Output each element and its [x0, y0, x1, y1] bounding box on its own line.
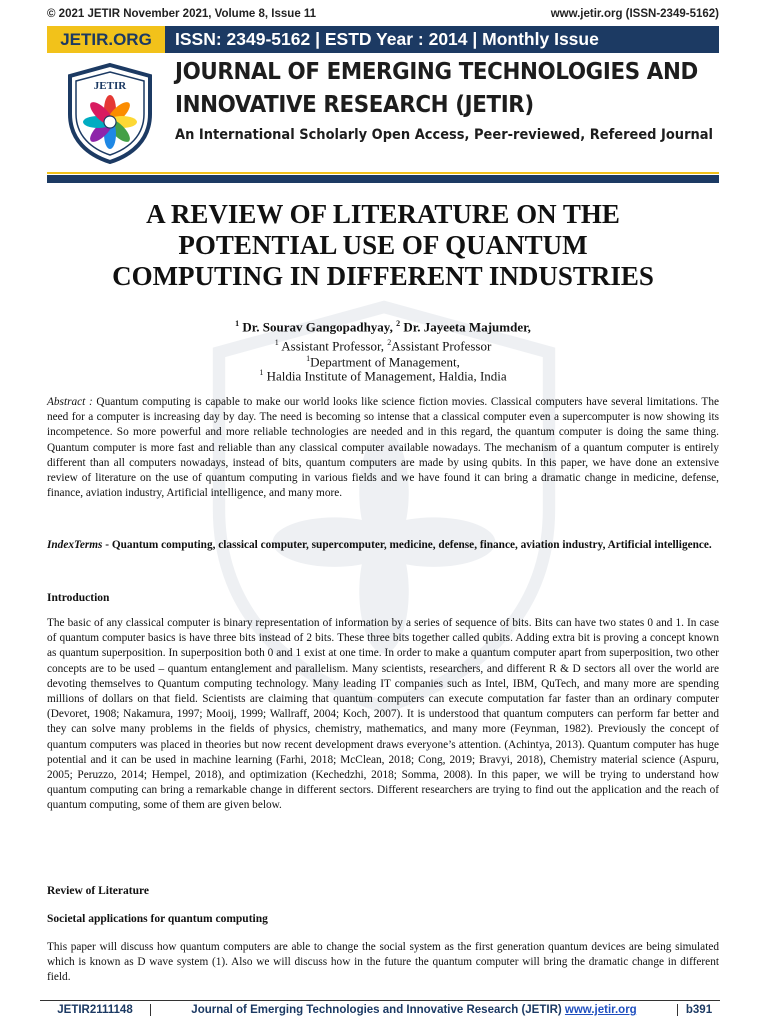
banner-issn-info: ISSN: 2349-5162 | ESTD Year : 2014 | Monthly Issue [175, 29, 599, 49]
journal-name [175, 56, 698, 122]
abstract [47, 395, 719, 501]
issue-info: © 2021 JETIR November 2021, Volume 8, Issue 11 [47, 8, 317, 20]
abstract-text: Quantum computing is capable to make our world looks like science fiction movies. Classical computers have several limitations. The need for a computer is increasing day by day. The need is becoming so intense that a classical computer even a supercomputer is now showing its incompetence. So more powerful and more reliable technologies are needed and in this regard, the quantum computer is doing the same thing. Quantum computer is more fast and reliable than any classical computer available nowadays. The mechanism of a quantum computer is entirely different than all computers nowadays, instead of bits, quantum computers are made by using qubits. In this paper, we have done an extensive review of literature on the use of quantum computing in various fields and we have found it can bring a dramatic change in medicine, defense, finance, aviation industry, Artificial intelligence, and many more. [47, 396, 719, 500]
affiliation-positions [47, 338, 719, 354]
author2-marker: 2 [396, 319, 401, 328]
footer-journal [151, 1004, 678, 1016]
index-terms-text: - Quantum computing, classical computer, supercomputer, medicine, defense, finance, aviation industry, Artificial intelligence. [105, 539, 712, 551]
paper-title-line1: A REVIEW OF LITERATURE ON THE [146, 199, 620, 229]
affiliation-institute [47, 368, 719, 384]
aff-marker: 2 [387, 338, 392, 347]
index-terms-label: IndexTerms [47, 539, 103, 551]
abstract-label: Abstract : [47, 396, 93, 408]
societal-heading: Societal applications for quantum computing [47, 913, 268, 925]
footer-link[interactable]: www.jetir.org [564, 1004, 637, 1016]
review-heading: Review of Literature [47, 885, 149, 897]
site-issn: www.jetir.org (ISSN-2349-5162) [550, 8, 719, 20]
paper-title-line3: COMPUTING IN DIFFERENT INDUSTRIES [112, 261, 654, 291]
journal-name-line2: INNOVATIVE RESEARCH (JETIR) [175, 92, 534, 118]
footer-paper-id: JETIR2111148 [40, 1004, 151, 1016]
aff-position-2: Assistant Professor [391, 338, 492, 354]
footer-journal-name: Journal of Emerging Technologies and Innovative Research (JETIR) [191, 1004, 562, 1016]
issue-meta-line [47, 8, 719, 20]
aff-institute: Haldia Institute of Management, Haldia, India [266, 368, 507, 384]
aff-marker: 1 [259, 368, 264, 377]
journal-name-line1: JOURNAL OF EMERGING TECHNOLOGIES AND [175, 59, 698, 85]
intro-paragraph: The basic of any classical computer is binary representation of information by a series of sequence of bits. Bits can have two states 0 and 1. In case of quantum computer basics is have three bits instead of 2 bits. These three bits together called qubits. Adding extra bit is proving a concept known as quantum superposition. In superposition both 0 and 1 exist at one time. In order to make a quantum computer apart from superposition, two other concepts are to be used – quantum entanglement and parallelism. Many scientists, researchers, and different R & D sectors all over the world are devoting themselves to Quantum computing technology. Many leading IT companies such as Intel, IBM, QuTech, and many more are spending millions of dollars on that field. Scientists are claiming that quantum computers can execute computation far faster than an ordinary computer (Devoret, 1908; Nakamura, 1997; Mooij, 1999; Wallraff, 2004; Koch, 2007). It is understood that quantum computers can perform far better and they can solve many problems in the fields of physics, chemistry, mathematics, and many more (Feynman, 1982). Previously the concept of quantum computers was placed in theories but now recent development draws everyone’s attention. (Achintya, 2013). Quantum computer has huge potential and it can be used in machine learning (Farhi, 2018; McClean, 2018; Cong, 2019; Bravyi, 2018), Chemistry material science (Aspuru, 2005; Peruzzo, 2014; Hempel, 2018), and optimization (Kechedzhi, 2018; Somma, 2008). In this paper, we will be trying to understand how quantum computing can bring a remarkable change in different sectors. Different researchers are trying to find out the application and the reach of quantum computing, some of them are given below. [47, 617, 719, 812]
authors-line [47, 319, 719, 335]
index-terms [47, 538, 719, 552]
paper-title [47, 199, 719, 292]
page-footer [40, 1004, 720, 1016]
author1-marker: 1 [235, 319, 240, 328]
header-rule-gold [47, 172, 719, 174]
paper-title-line2: POTENTIAL USE OF QUANTUM [178, 230, 588, 260]
jetir-emblem-icon [62, 62, 158, 164]
journal-subtitle: An International Scholarly Open Access, Peer-reviewed, Refereed Journal [175, 127, 714, 143]
aff-marker: 1 [274, 338, 279, 347]
author1-name: Dr. Sourav Gangopadhyay, [242, 319, 393, 335]
footer-page-number: b391 [685, 1004, 713, 1016]
intro-heading: Introduction [47, 592, 110, 604]
journal-banner [47, 26, 719, 53]
aff-marker: 1 [306, 354, 311, 363]
emblem-text: JETIR [93, 80, 127, 92]
footer-rule [40, 1000, 720, 1001]
header-rule-navy [47, 175, 719, 183]
aff-department: Department of Management, [310, 354, 460, 370]
societal-paragraph: This paper will discuss how quantum computers are able to change the social system as the first generation quantum devices are being simulated which is known as D wave system (1). Also we will discuss how in the future the quantum computer will bring the dramatic change in different field. [47, 941, 719, 984]
author2-name: Dr. Jayeeta Majumder, [403, 319, 531, 335]
banner-logo: JETIR.ORG [47, 26, 165, 53]
aff-position-1: Assistant Professor, [281, 338, 385, 354]
